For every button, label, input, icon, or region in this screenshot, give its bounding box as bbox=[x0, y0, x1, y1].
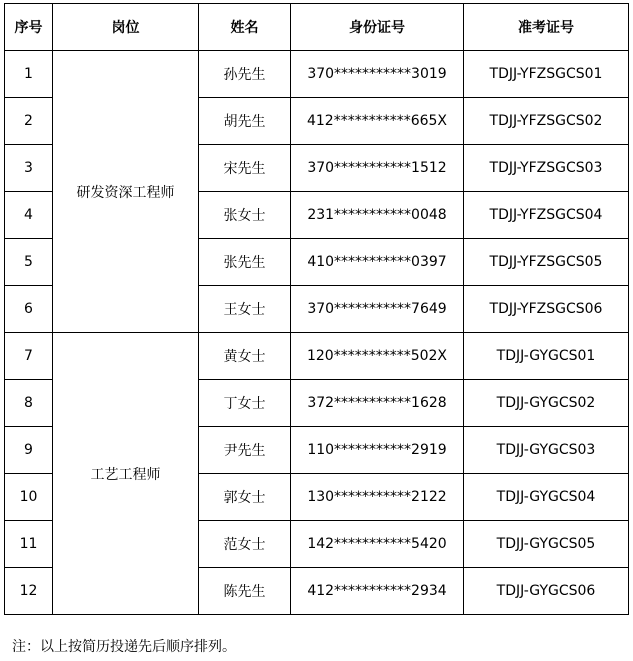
position-cell-process-engineer: 工艺工程师 bbox=[53, 333, 199, 615]
name-cell: 张先生 bbox=[199, 239, 291, 286]
table-row bbox=[5, 333, 629, 380]
ticket-cell: TDJJ-GYGCS01 bbox=[464, 333, 629, 380]
name-cell: 宋先生 bbox=[199, 145, 291, 192]
ticket-cell: TDJJ-YFZSGCS06 bbox=[464, 286, 629, 333]
ticket-cell: TDJJ-GYGCS03 bbox=[464, 427, 629, 474]
id-number-cell: 120***********502X bbox=[291, 333, 464, 380]
id-number-cell: 370***********7649 bbox=[291, 286, 464, 333]
ticket-cell: TDJJ-YFZSGCS04 bbox=[464, 192, 629, 239]
seq-cell: 7 bbox=[5, 333, 53, 380]
id-number-cell: 410***********0397 bbox=[291, 239, 464, 286]
seq-cell: 12 bbox=[5, 568, 53, 615]
id-number-cell: 142***********5420 bbox=[291, 521, 464, 568]
ticket-cell: TDJJ-YFZSGCS03 bbox=[464, 145, 629, 192]
seq-cell: 5 bbox=[5, 239, 53, 286]
seq-cell: 10 bbox=[5, 474, 53, 521]
name-cell: 范女士 bbox=[199, 521, 291, 568]
id-number-cell: 370***********1512 bbox=[291, 145, 464, 192]
table-row bbox=[5, 51, 629, 98]
ticket-cell: TDJJ-GYGCS05 bbox=[464, 521, 629, 568]
id-number-cell: 110***********2919 bbox=[291, 427, 464, 474]
name-cell: 王女士 bbox=[199, 286, 291, 333]
header-name: 姓名 bbox=[199, 4, 291, 51]
seq-cell: 9 bbox=[5, 427, 53, 474]
name-cell: 尹先生 bbox=[199, 427, 291, 474]
position-cell-rd-senior-engineer: 研发资深工程师 bbox=[53, 51, 199, 333]
id-number-cell: 412***********2934 bbox=[291, 568, 464, 615]
name-cell: 胡先生 bbox=[199, 98, 291, 145]
ticket-cell: TDJJ-YFZSGCS02 bbox=[464, 98, 629, 145]
footnote: 注：以上按简历投递先后顺序排列。 bbox=[12, 639, 236, 655]
id-number-cell: 231***********0048 bbox=[291, 192, 464, 239]
name-cell: 陈先生 bbox=[199, 568, 291, 615]
name-cell: 黄女士 bbox=[199, 333, 291, 380]
ticket-cell: TDJJ-GYGCS06 bbox=[464, 568, 629, 615]
seq-cell: 3 bbox=[5, 145, 53, 192]
candidate-table bbox=[4, 3, 629, 615]
id-number-cell: 370***********3019 bbox=[291, 51, 464, 98]
header-position: 岗位 bbox=[53, 4, 199, 51]
seq-cell: 6 bbox=[5, 286, 53, 333]
name-cell: 张女士 bbox=[199, 192, 291, 239]
seq-cell: 8 bbox=[5, 380, 53, 427]
table-header-row bbox=[5, 4, 629, 51]
seq-cell: 4 bbox=[5, 192, 53, 239]
id-number-cell: 372***********1628 bbox=[291, 380, 464, 427]
ticket-cell: TDJJ-YFZSGCS05 bbox=[464, 239, 629, 286]
name-cell: 郭女士 bbox=[199, 474, 291, 521]
name-cell: 孙先生 bbox=[199, 51, 291, 98]
ticket-cell: TDJJ-YFZSGCS01 bbox=[464, 51, 629, 98]
seq-cell: 2 bbox=[5, 98, 53, 145]
header-id-number: 身份证号 bbox=[291, 4, 464, 51]
ticket-cell: TDJJ-GYGCS02 bbox=[464, 380, 629, 427]
name-cell: 丁女士 bbox=[199, 380, 291, 427]
header-seq: 序号 bbox=[5, 4, 53, 51]
id-number-cell: 412***********665X bbox=[291, 98, 464, 145]
seq-cell: 11 bbox=[5, 521, 53, 568]
ticket-cell: TDJJ-GYGCS04 bbox=[464, 474, 629, 521]
id-number-cell: 130***********2122 bbox=[291, 474, 464, 521]
header-ticket: 准考证号 bbox=[464, 4, 629, 51]
seq-cell: 1 bbox=[5, 51, 53, 98]
